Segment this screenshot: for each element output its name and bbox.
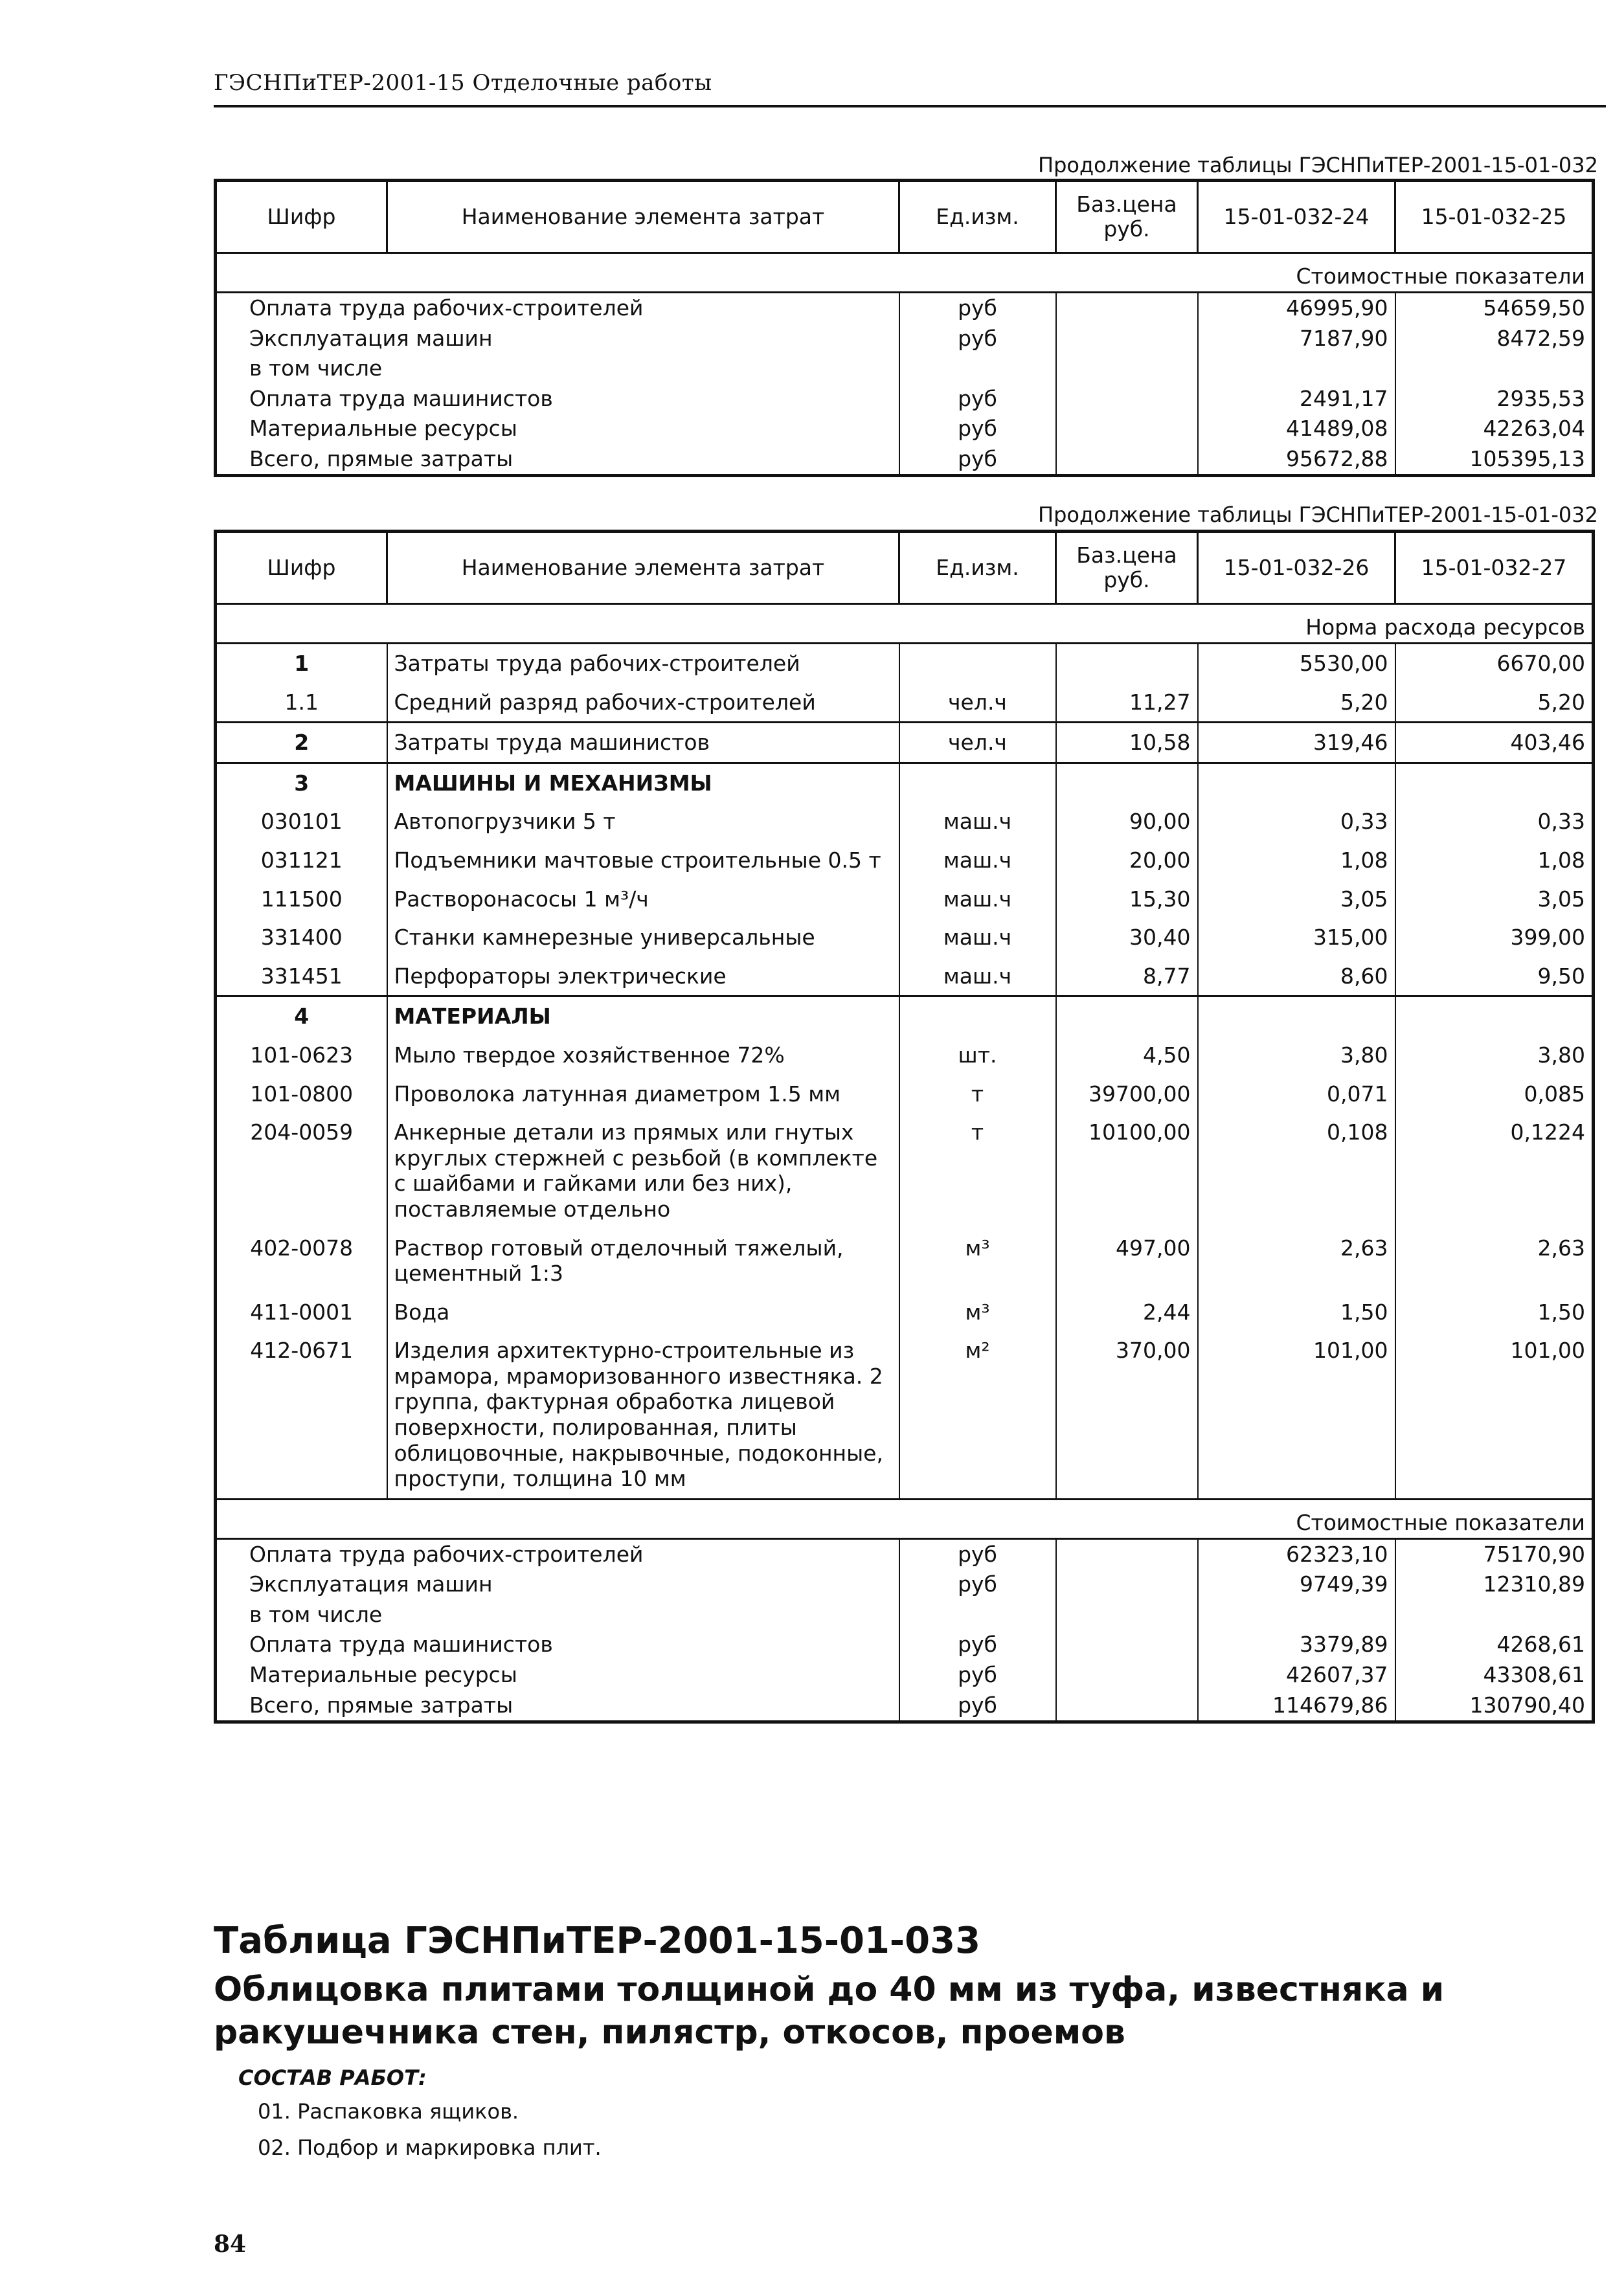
resource-row xyxy=(216,1036,1594,1075)
row-value-a: 0,108 xyxy=(1198,1113,1395,1228)
section-subtitle: Облицовка плитами толщиной до 40 мм из туфа, известняка и ракушечника стен, пилястр, откосов, проемов xyxy=(214,1970,1445,2052)
cost-row xyxy=(216,354,1594,384)
resource-row xyxy=(216,802,1594,841)
row-price: 497,00 xyxy=(1056,1229,1198,1293)
row-name: Станки камнерезные универсальные xyxy=(387,918,899,957)
row-value-a: 5,20 xyxy=(1198,683,1395,723)
row-code: 331451 xyxy=(216,957,387,996)
row-name: Подъемники мачтовые строительные 0.5 т xyxy=(387,841,899,880)
row-name: Растворонасосы 1 м³/ч xyxy=(387,880,899,919)
resource-row xyxy=(216,957,1594,996)
work-item: 01. Распаковка ящиков. xyxy=(258,2099,519,2124)
row-price xyxy=(1056,996,1198,1036)
resource-row xyxy=(216,918,1594,957)
cost-unit: руб xyxy=(899,1569,1056,1600)
cost-row xyxy=(216,1538,1594,1569)
row-value-b: 1,08 xyxy=(1395,841,1594,880)
row-unit: чел.ч xyxy=(899,723,1056,763)
cost-value-a: 46995,90 xyxy=(1198,293,1395,324)
row-name: Затраты труда машинистов xyxy=(387,723,899,763)
col-header-name: Наименование элемента затрат xyxy=(387,532,899,604)
row-value-b: 6670,00 xyxy=(1395,644,1594,683)
col-header-price: Баз.цена руб. xyxy=(1056,532,1198,604)
row-value-a xyxy=(1198,996,1395,1036)
row-price: 8,77 xyxy=(1056,957,1198,996)
row-name: Проволока латунная диаметром 1.5 мм xyxy=(387,1075,899,1114)
cost-value-a: 7187,90 xyxy=(1198,324,1395,354)
row-value-b: 3,05 xyxy=(1395,880,1594,919)
work-heading: СОСТАВ РАБОТ: xyxy=(238,2065,427,2090)
section-row xyxy=(216,253,1594,293)
row-code: 111500 xyxy=(216,880,387,919)
cost-value-b: 75170,90 xyxy=(1395,1538,1594,1569)
cost-row xyxy=(216,1660,1594,1691)
row-value-a: 319,46 xyxy=(1198,723,1395,763)
cost-value-b: 105395,13 xyxy=(1395,444,1594,476)
cost-unit xyxy=(899,354,1056,384)
resource-row xyxy=(216,996,1594,1036)
row-name: Мыло твердое хозяйственное 72% xyxy=(387,1036,899,1075)
cost-row xyxy=(216,324,1594,354)
page-number: 84 xyxy=(214,2231,247,2258)
cost-value-a: 114679,86 xyxy=(1198,1691,1395,1722)
row-price xyxy=(1056,763,1198,802)
row-code: 1 xyxy=(216,644,387,683)
col-header-b: 15-01-032-25 xyxy=(1395,181,1594,253)
cost-unit: руб xyxy=(899,1538,1056,1569)
row-value-a: 8,60 xyxy=(1198,957,1395,996)
table2-caption: Продолжение таблицы ГЭСНПиТЕР-2001-15-01-032 xyxy=(1038,502,1598,527)
cost-value-b: 130790,40 xyxy=(1395,1691,1594,1722)
cost-unit: руб xyxy=(899,1660,1056,1691)
cost-unit: руб xyxy=(899,1691,1056,1722)
row-value-b: 0,085 xyxy=(1395,1075,1594,1114)
row-price: 20,00 xyxy=(1056,841,1198,880)
cost-price xyxy=(1056,354,1198,384)
cost-label: Оплата труда рабочих-строителей xyxy=(216,293,387,324)
cost-row xyxy=(216,1630,1594,1660)
col-header-unit: Ед.изм. xyxy=(899,532,1056,604)
cost-value-b xyxy=(1395,354,1594,384)
row-unit: шт. xyxy=(899,1036,1056,1075)
row-value-a: 0,33 xyxy=(1198,802,1395,841)
row-code: 101-0623 xyxy=(216,1036,387,1075)
col-header-a: 15-01-032-26 xyxy=(1198,532,1395,604)
row-code: 031121 xyxy=(216,841,387,880)
cost-value-a: 3379,89 xyxy=(1198,1630,1395,1660)
cost-price xyxy=(1056,414,1198,444)
section-row xyxy=(216,1499,1594,1538)
row-code: 1.1 xyxy=(216,683,387,723)
row-value-b: 0,33 xyxy=(1395,802,1594,841)
resource-row xyxy=(216,723,1594,763)
cost-label: Оплата труда машинистов xyxy=(216,384,387,414)
row-code: 331400 xyxy=(216,918,387,957)
cost-price xyxy=(1056,1630,1198,1660)
cost-value-b: 54659,50 xyxy=(1395,293,1594,324)
cost-price xyxy=(1056,1660,1198,1691)
resource-row xyxy=(216,1293,1594,1332)
resource-row xyxy=(216,683,1594,723)
row-price xyxy=(1056,644,1198,683)
cost-price xyxy=(1056,1600,1198,1630)
cost-price xyxy=(1056,324,1198,354)
row-value-a: 2,63 xyxy=(1198,1229,1395,1293)
row-code: 412-0671 xyxy=(216,1331,387,1499)
cost-value-a: 41489,08 xyxy=(1198,414,1395,444)
row-code: 3 xyxy=(216,763,387,802)
resource-row xyxy=(216,1113,1594,1228)
row-unit: маш.ч xyxy=(899,841,1056,880)
row-name: Изделия архитектурно-строительные из мрамора, мраморизованного известняка. 2 группа, фактурная обработка лицевой поверхности, полированная, плиты облицовочные, накрывочные, подоконные, проступи, толщина 10 мм xyxy=(387,1331,899,1499)
row-unit: маш.ч xyxy=(899,880,1056,919)
row-value-b: 9,50 xyxy=(1395,957,1594,996)
cost-price xyxy=(1056,444,1198,476)
cost-label: Материальные ресурсы xyxy=(216,414,387,444)
header-rule xyxy=(214,105,1606,107)
cost-label: Эксплуатация машин xyxy=(216,1569,387,1600)
row-price: 11,27 xyxy=(1056,683,1198,723)
row-code: 411-0001 xyxy=(216,1293,387,1332)
row-price: 15,30 xyxy=(1056,880,1198,919)
row-value-b: 399,00 xyxy=(1395,918,1594,957)
row-value-a: 1,08 xyxy=(1198,841,1395,880)
cost-table-1 xyxy=(214,179,1595,477)
cost-price xyxy=(1056,1538,1198,1569)
section-title: Таблица ГЭСНПиТЕР-2001-15-01-033 xyxy=(214,1920,981,1962)
row-price: 90,00 xyxy=(1056,802,1198,841)
section-label: Стоимостные показатели xyxy=(216,253,1594,293)
cost-unit: руб xyxy=(899,444,1056,476)
row-value-b xyxy=(1395,996,1594,1036)
row-price: 39700,00 xyxy=(1056,1075,1198,1114)
cost-unit: руб xyxy=(899,324,1056,354)
row-code: 4 xyxy=(216,996,387,1036)
cost-value-b: 4268,61 xyxy=(1395,1630,1594,1660)
row-value-b: 403,46 xyxy=(1395,723,1594,763)
cost-value-a: 2491,17 xyxy=(1198,384,1395,414)
row-value-a: 315,00 xyxy=(1198,918,1395,957)
row-value-b: 3,80 xyxy=(1395,1036,1594,1075)
cost-value-b: 12310,89 xyxy=(1395,1569,1594,1600)
row-value-a: 0,071 xyxy=(1198,1075,1395,1114)
row-name: Средний разряд рабочих-строителей xyxy=(387,683,899,723)
row-name: Вода xyxy=(387,1293,899,1332)
running-header: ГЭСНПиТЕР-2001-15 Отделочные работы xyxy=(214,70,712,96)
row-code: 204-0059 xyxy=(216,1113,387,1228)
cost-price xyxy=(1056,384,1198,414)
resource-row xyxy=(216,1229,1594,1293)
row-unit: маш.ч xyxy=(899,918,1056,957)
cost-value-a: 62323,10 xyxy=(1198,1538,1395,1569)
row-value-b: 2,63 xyxy=(1395,1229,1594,1293)
col-header-a: 15-01-032-24 xyxy=(1198,181,1395,253)
cost-label: Всего, прямые затраты xyxy=(216,1691,387,1722)
table-cell xyxy=(387,1600,899,1630)
header-row xyxy=(216,181,1594,253)
resource-row xyxy=(216,1331,1594,1499)
section-row xyxy=(216,604,1594,644)
cost-price xyxy=(1056,1691,1198,1722)
row-value-a: 5530,00 xyxy=(1198,644,1395,683)
col-header-unit: Ед.изм. xyxy=(899,181,1056,253)
cost-value-a xyxy=(1198,1600,1395,1630)
cost-label: Оплата труда машинистов xyxy=(216,1630,387,1660)
row-value-b: 5,20 xyxy=(1395,683,1594,723)
cost-value-a: 42607,37 xyxy=(1198,1660,1395,1691)
row-value-b: 0,1224 xyxy=(1395,1113,1594,1228)
row-unit: чел.ч xyxy=(899,683,1056,723)
row-code: 2 xyxy=(216,723,387,763)
row-code: 101-0800 xyxy=(216,1075,387,1114)
cost-price xyxy=(1056,293,1198,324)
row-unit: м³ xyxy=(899,1229,1056,1293)
row-value-b xyxy=(1395,763,1594,802)
resource-table-2 xyxy=(214,530,1595,1724)
section-label: Норма расхода ресурсов xyxy=(216,604,1594,644)
table1-caption: Продолжение таблицы ГЭСНПиТЕР-2001-15-01-032 xyxy=(1038,153,1598,177)
row-price: 2,44 xyxy=(1056,1293,1198,1332)
cost-row xyxy=(216,444,1594,476)
cost-unit: руб xyxy=(899,414,1056,444)
cost-value-b xyxy=(1395,1600,1594,1630)
row-price: 30,40 xyxy=(1056,918,1198,957)
row-name: Анкерные детали из прямых или гнутых круглых стержней с резьбой (в комплекте с шайбами и гайками или без них), поставляемые отдельно xyxy=(387,1113,899,1228)
cost-value-a: 95672,88 xyxy=(1198,444,1395,476)
work-item: 02. Подбор и маркировка плит. xyxy=(258,2135,602,2160)
cost-unit: руб xyxy=(899,384,1056,414)
cost-value-b: 2935,53 xyxy=(1395,384,1594,414)
cost-value-b: 42263,04 xyxy=(1395,414,1594,444)
row-unit: маш.ч xyxy=(899,957,1056,996)
cost-row xyxy=(216,293,1594,324)
row-unit: маш.ч xyxy=(899,802,1056,841)
cost-row xyxy=(216,1600,1594,1630)
row-price: 10,58 xyxy=(1056,723,1198,763)
cost-label: Оплата труда рабочих-строителей xyxy=(216,1538,387,1569)
col-header-code: Шифр xyxy=(216,532,387,604)
row-unit: м² xyxy=(899,1331,1056,1499)
row-name: МАТЕРИАЛЫ xyxy=(387,996,899,1036)
cost-row xyxy=(216,1569,1594,1600)
row-value-a: 101,00 xyxy=(1198,1331,1395,1499)
row-unit: т xyxy=(899,1113,1056,1228)
row-price: 370,00 xyxy=(1056,1331,1198,1499)
row-code: 030101 xyxy=(216,802,387,841)
cost-value-b: 8472,59 xyxy=(1395,324,1594,354)
table-cell xyxy=(387,354,899,384)
cost-unit: руб xyxy=(899,1630,1056,1660)
cost-unit: руб xyxy=(899,293,1056,324)
resource-row xyxy=(216,644,1594,683)
resource-row xyxy=(216,880,1594,919)
resource-row xyxy=(216,841,1594,880)
row-unit xyxy=(899,763,1056,802)
row-unit xyxy=(899,996,1056,1036)
cost-label: в том числе xyxy=(216,354,387,384)
cost-price xyxy=(1056,1569,1198,1600)
row-value-a: 3,05 xyxy=(1198,880,1395,919)
cost-value-b: 43308,61 xyxy=(1395,1660,1594,1691)
resource-row xyxy=(216,763,1594,802)
cost-row xyxy=(216,1691,1594,1722)
cost-value-a: 9749,39 xyxy=(1198,1569,1395,1600)
header-row xyxy=(216,532,1594,604)
resource-row xyxy=(216,1075,1594,1114)
row-price: 10100,00 xyxy=(1056,1113,1198,1228)
row-name: Затраты труда рабочих-строителей xyxy=(387,644,899,683)
cost-label: Всего, прямые затраты xyxy=(216,444,387,476)
row-name: Раствор готовый отделочный тяжелый, цементный 1:3 xyxy=(387,1229,899,1293)
cost-label: Эксплуатация машин xyxy=(216,324,387,354)
row-name: Перфораторы электрические xyxy=(387,957,899,996)
row-value-b: 1,50 xyxy=(1395,1293,1594,1332)
row-unit: т xyxy=(899,1075,1056,1114)
row-unit: м³ xyxy=(899,1293,1056,1332)
col-header-price: Баз.цена руб. xyxy=(1056,181,1198,253)
col-header-b: 15-01-032-27 xyxy=(1395,532,1594,604)
row-value-a: 3,80 xyxy=(1198,1036,1395,1075)
cost-label: в том числе xyxy=(216,1600,387,1630)
row-price: 4,50 xyxy=(1056,1036,1198,1075)
cost-label: Материальные ресурсы xyxy=(216,1660,387,1691)
col-header-name: Наименование элемента затрат xyxy=(387,181,899,253)
section-label: Стоимостные показатели xyxy=(216,1499,1594,1538)
row-value-b: 101,00 xyxy=(1395,1331,1594,1499)
row-unit xyxy=(899,644,1056,683)
row-value-a xyxy=(1198,763,1395,802)
row-name: Автопогрузчики 5 т xyxy=(387,802,899,841)
col-header-code: Шифр xyxy=(216,181,387,253)
row-code: 402-0078 xyxy=(216,1229,387,1293)
row-value-a: 1,50 xyxy=(1198,1293,1395,1332)
cost-row xyxy=(216,414,1594,444)
row-name: МАШИНЫ И МЕХАНИЗМЫ xyxy=(387,763,899,802)
cost-unit xyxy=(899,1600,1056,1630)
cost-row xyxy=(216,384,1594,414)
cost-value-a xyxy=(1198,354,1395,384)
